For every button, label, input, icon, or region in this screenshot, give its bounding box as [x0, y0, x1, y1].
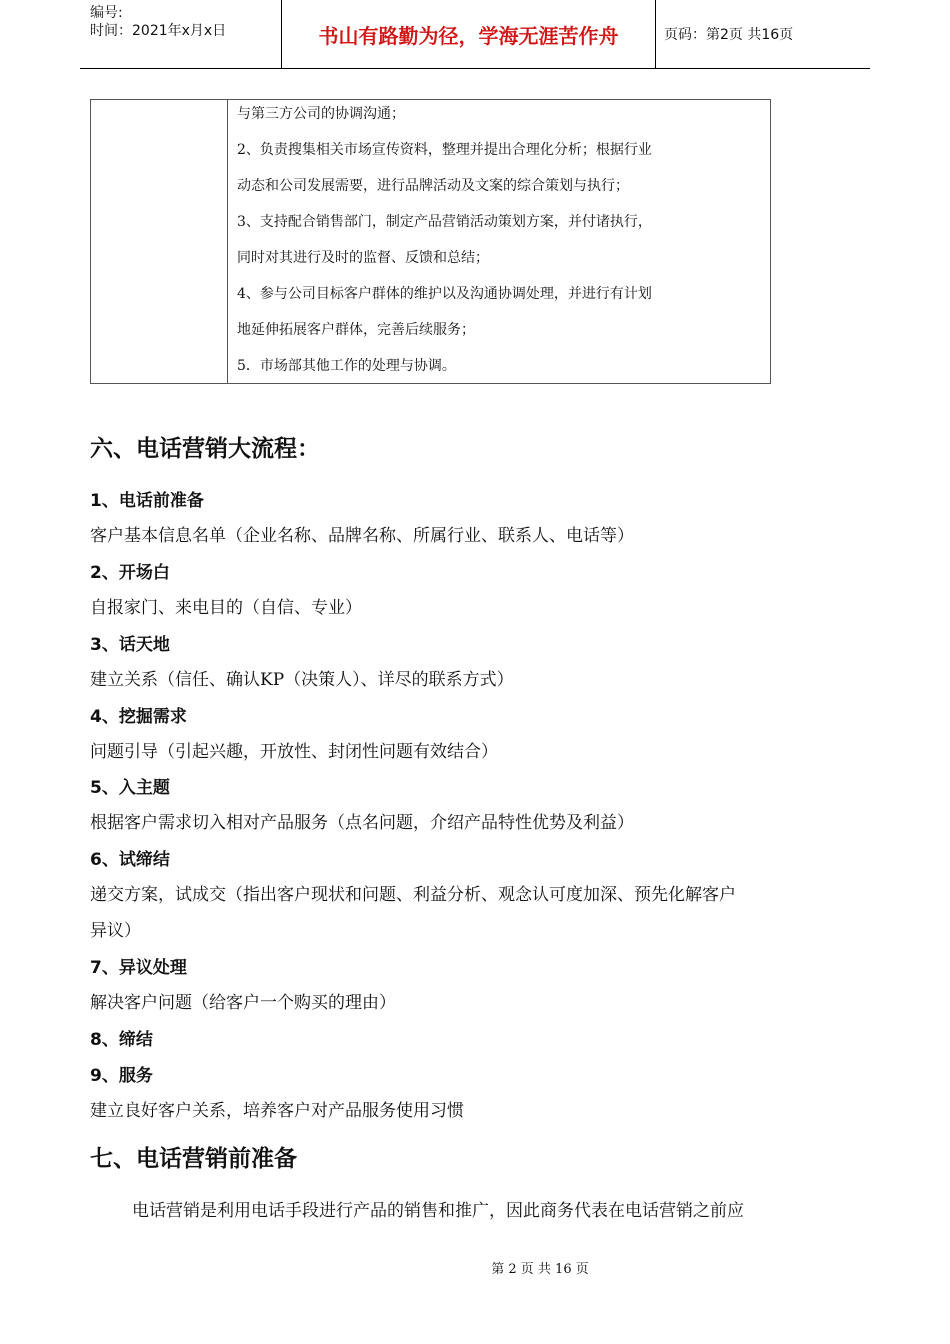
step-heading: 1、电话前准备: [90, 491, 204, 511]
step-text: 建立良好客户关系，培养客户对产品服务使用习惯: [90, 1101, 464, 1121]
step-text: 递交方案，试成交（指出客户现状和问题、利益分析、观念认可度加深、预先化解客户: [90, 885, 736, 905]
duty-line: 2、负责搜集相关市场宣传资料，整理并提出合理化分析；根据行业: [237, 142, 652, 158]
section-six-title: 六、电话营销大流程：: [90, 436, 320, 462]
duty-line: 动态和公司发展需要，进行品牌活动及文案的综合策划与执行；: [237, 178, 629, 194]
page-header: [80, 0, 870, 69]
step-heading: 5、入主题: [90, 778, 170, 798]
step-text: 根据客户需求切入相对产品服务（点名问题，介绍产品特性优势及利益）: [90, 813, 634, 833]
step-heading: 7、异议处理: [90, 958, 187, 978]
step-text: 自报家门、来电目的（自信、专业）: [90, 598, 362, 618]
section-seven-title: 七、电话营销前准备: [90, 1146, 297, 1172]
step-text: 解决客户问题（给客户一个购买的理由）: [90, 993, 396, 1013]
duty-line: 4、参与公司目标客户群体的维护以及沟通协调处理，并进行有计划: [237, 286, 652, 302]
step-heading: 6、试缔结: [90, 850, 170, 870]
duties-table: [90, 99, 771, 384]
step-text: 建立关系（信任、确认KP（决策人）、详尽的联系方式）: [90, 670, 514, 690]
duty-line: 地延伸拓展客户群体，完善后续服务；: [237, 322, 475, 338]
number-label: 编号:: [90, 5, 123, 21]
step-text: 异议）: [90, 921, 141, 941]
step-heading: 8、缔结: [90, 1030, 153, 1050]
step-text: 客户基本信息名单（企业名称、品牌名称、所属行业、联系人、电话等）: [90, 526, 634, 546]
step-text: 问题引导（引起兴趣，开放性、封闭性问题有效结合）: [90, 742, 498, 762]
step-heading: 9、服务: [90, 1066, 153, 1086]
duty-line: 5．市场部其他工作的处理与协调。: [237, 358, 456, 374]
duty-line: 同时对其进行及时的监督、反馈和总结；: [237, 250, 489, 266]
step-heading: 2、开场白: [90, 563, 170, 583]
header-meta: [80, 0, 280, 68]
section-seven-paragraph: 电话营销是利用电话手段进行产品的销售和推广，因此商务代表在电话营销之前应: [132, 1201, 744, 1221]
header-motto: 书山有路勤为径，学海无涯苦作舟: [281, 0, 656, 68]
duties-cell: [237, 102, 762, 390]
header-page-label: 页码：第2页 共16页: [664, 27, 794, 43]
step-heading: 4、挖掘需求: [90, 707, 187, 727]
duty-line: 与第三方公司的协调沟通；: [237, 106, 405, 122]
step-heading: 3、话天地: [90, 635, 170, 655]
duty-line: 3、支持配合销售部门，制定产品营销活动策划方案，并付诸执行，: [237, 214, 652, 230]
time-label: 时间：2021年x月x日: [90, 23, 227, 39]
page-footer: 第 2 页 共 16 页: [491, 1262, 589, 1277]
table-column-divider: [227, 100, 228, 383]
